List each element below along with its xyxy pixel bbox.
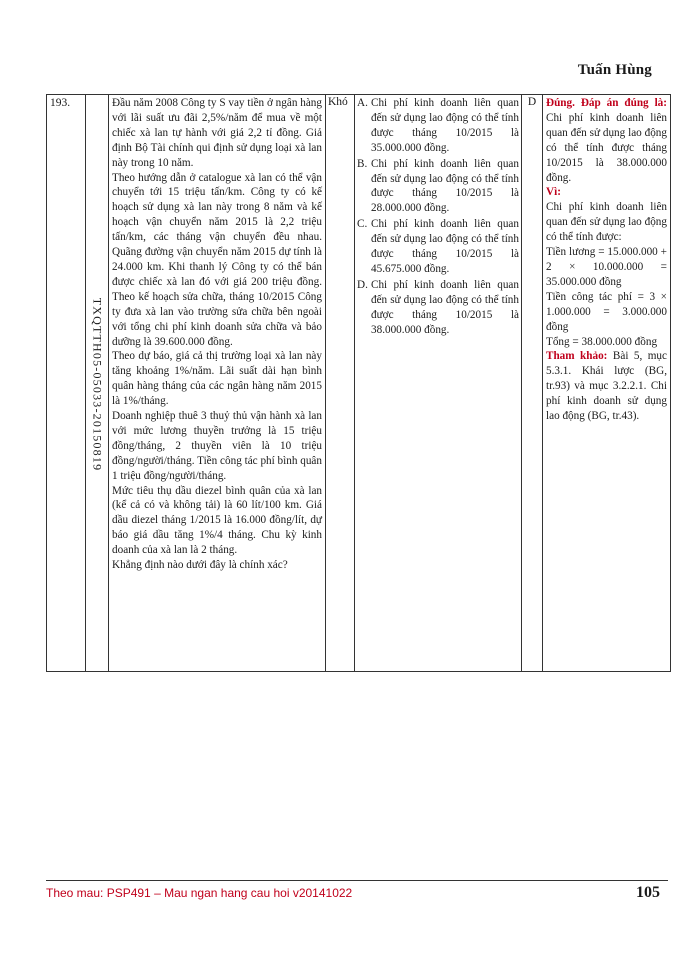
correct-label: Đúng. Đáp án đúng là: [546, 97, 667, 109]
reference [546, 349, 667, 424]
options-list [355, 95, 522, 672]
option-c [357, 217, 519, 277]
footer-divider [46, 880, 668, 881]
difficulty-level: Khó [326, 95, 355, 672]
ref-label: Tham khảo: [546, 350, 608, 363]
question-paragraph: Mức tiêu thụ dầu diezel bình quân của xà lan (kể cả có và không tải) là 60 lít/100 km. Giá dầu diezel tháng 1/2015 là 16.000 đồng/lít, dự báo giá dầu tăng 1%/4 tháng. Chu kỳ kinh doanh của xà lan là 2 tháng. [112, 484, 322, 557]
option-text: Chi phí kinh doanh liên quan đến sử dụng lao động có thể tính được tháng 10/2015 là 35.000.000 đồng. [371, 97, 519, 154]
option-label: D. [357, 278, 368, 291]
explanation-correct [546, 96, 667, 185]
question-prompt: Khẳng định nào dưới đây là chính xác? [112, 559, 288, 572]
ref-text: Bài 5, mục 5.3.1. Khái lược (BG, tr.93) và mục 3.2.2.1. Chi phí kinh doanh sử dụng lao động (BG, tr.43). [546, 350, 667, 423]
question-number: 193. [47, 95, 86, 672]
why-line: Tiền lương = 15.000.000 + 2 × 10.000.000 = 35.000.000 đồng [546, 246, 667, 288]
why-label: Vì: [546, 186, 561, 199]
option-label: A. [357, 97, 368, 109]
why-line: Chi phí kinh doanh liên quan đến sử dụng lao động có thể tính được: [546, 201, 667, 244]
option-a [357, 96, 519, 156]
correct-answer: D [522, 95, 543, 672]
option-d [357, 278, 519, 338]
option-text: Chi phí kinh doanh liên quan đến sử dụng lao động có thể tính được tháng 10/2015 là 28.000.000 đồng. [371, 157, 519, 215]
question-code-cell [86, 95, 109, 672]
question-paragraph: Theo dự báo, giá cả thị trường loại xà lan này tăng khoảng 1%/năm. Lãi suất dài hạn bình quân hàng tháng của các ngân hàng năm 2015 là 1%/tháng. [112, 350, 322, 408]
page-number: 105 [636, 884, 660, 901]
question-paragraph: Đầu năm 2008 Công ty S vay tiền ở ngân hàng với lãi suất ưu đãi 2,5%/năm để mua về một chiếc xà lan tự hành với giá 2,2 tỉ đồng. Giả định Bộ Tài chính qui định sử dụng loại xà lan này trong 10 năm. [112, 97, 322, 169]
option-label: B. [357, 157, 368, 170]
option-text: Chi phí kinh doanh liên quan đến sử dụng lao động có thể tính được tháng 10/2015 là 38.000.000 đồng. [371, 278, 519, 336]
option-label: C. [357, 218, 368, 231]
why-line: Tiền công tác phí = 3 × 1.000.000 = 3.000.000 đồng [546, 290, 667, 333]
option-b [357, 157, 519, 217]
question-code: TXQTTH05-05033-20150819 [90, 297, 105, 471]
why-line: Tổng = 38.000.000 đồng [546, 335, 658, 348]
explanation [543, 95, 671, 672]
question-row [47, 95, 671, 672]
question-text [109, 95, 326, 672]
correct-text: Chi phí kinh doanh liên quan đến sử dụng lao động có thể tính được tháng 10/2015 là 38.000.000 đồng. [546, 111, 667, 184]
question-paragraph: Doanh nghiệp thuê 3 thuỷ thủ vận hành xà lan với mức lương thuyền trưởng là 15 triệu đồng/tháng, 2 thuyền viên là 10 triệu đồng/người/tháng. Tiền công tác phí bình quân 1 triệu đồng/người/tháng. [112, 410, 322, 482]
footer-template-note: Theo mau: PSP491 – Mau ngan hang cau hoi v20141022 [46, 886, 353, 900]
question-table [46, 94, 671, 672]
author-name: Tuấn Hùng [577, 62, 652, 78]
option-text: Chi phí kinh doanh liên quan đến sử dụng lao động có thể tính được tháng 10/2015 là 45.675.000 đồng. [371, 218, 519, 275]
question-paragraph: Theo hướng dẫn ở catalogue xà lan có thể vận chuyển tới 15 triệu tấn/km. Công ty có kế hoạch sử dụng xà lan này trong 8 năm và kế hoạch vận chuyển năm 2015 là 2,2 triệu tấn/km, các tháng vận chuyển đều nhau. Quãng đường vận chuyển năm 2015 dự tính là 24.000 km. Khi thanh lý Công ty có thể bán được chiếc xà lan đó với giá 200 triệu đồng. Theo kế hoạch sửa chữa, tháng 10/2015 Công ty đưa xà lan vào trường sửa chữa bên ngoài với tổng chi phí kinh doanh sửa chữa và bảo dưỡng là 39.600.000 đồng. [112, 171, 322, 348]
